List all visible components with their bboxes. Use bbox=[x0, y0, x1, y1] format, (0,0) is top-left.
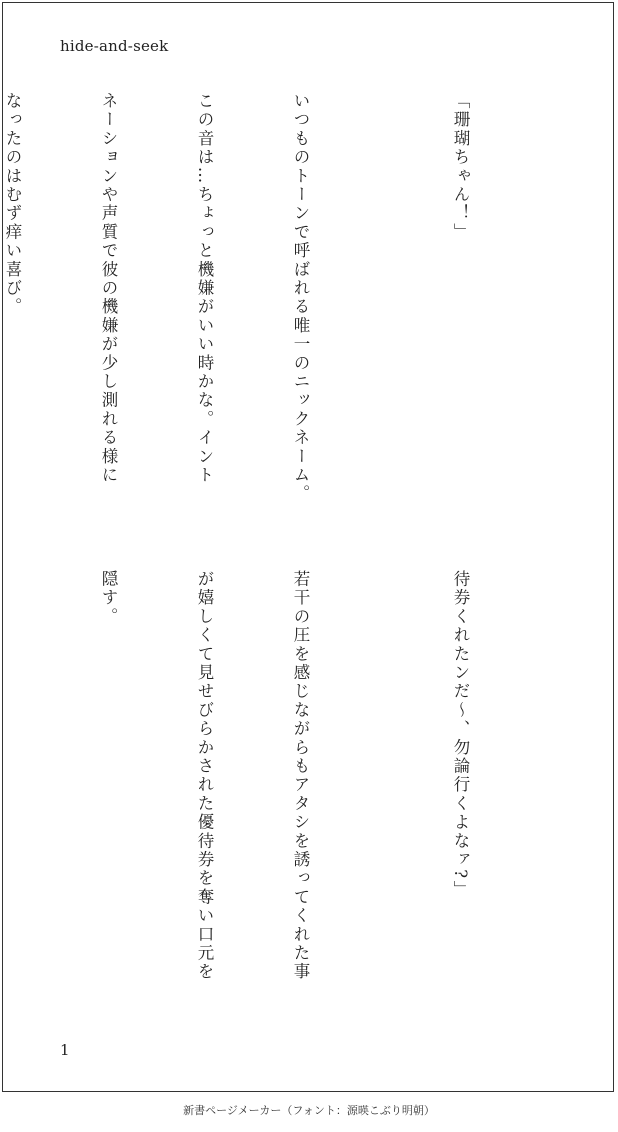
page-number: 1 bbox=[60, 1041, 70, 1059]
page-header-title: hide-and-seek bbox=[60, 37, 169, 55]
upper-text-block bbox=[0, 92, 540, 522]
text-column: なったのはむず痒い喜び。 bbox=[3, 92, 22, 317]
text-column: 「珊瑚ちゃん！」 bbox=[451, 92, 470, 242]
text-column: いつものトーンで呼ばれる唯一のニックネーム。 bbox=[291, 92, 310, 504]
text-column: ネーションや声質で彼の機嫌が少し測れる様に bbox=[99, 92, 118, 485]
page-footer: 新書ページメーカー（フォント：源暎こぶり明朝） bbox=[183, 1104, 435, 1117]
lower-text-block bbox=[0, 570, 540, 1000]
text-column: 若干の圧を感じながらもアタシを誘ってくれた事 bbox=[291, 570, 310, 982]
text-column: この音は…ちょっと機嫌がいい時かな。イント bbox=[195, 92, 214, 485]
text-column: 待券くれたンだ〜、勿論行くよなァ?」 bbox=[451, 570, 470, 899]
text-column: 隠す。 bbox=[99, 570, 118, 627]
text-column: が嬉しくて見せびらかされた優待券を奪い口元を bbox=[195, 570, 214, 982]
